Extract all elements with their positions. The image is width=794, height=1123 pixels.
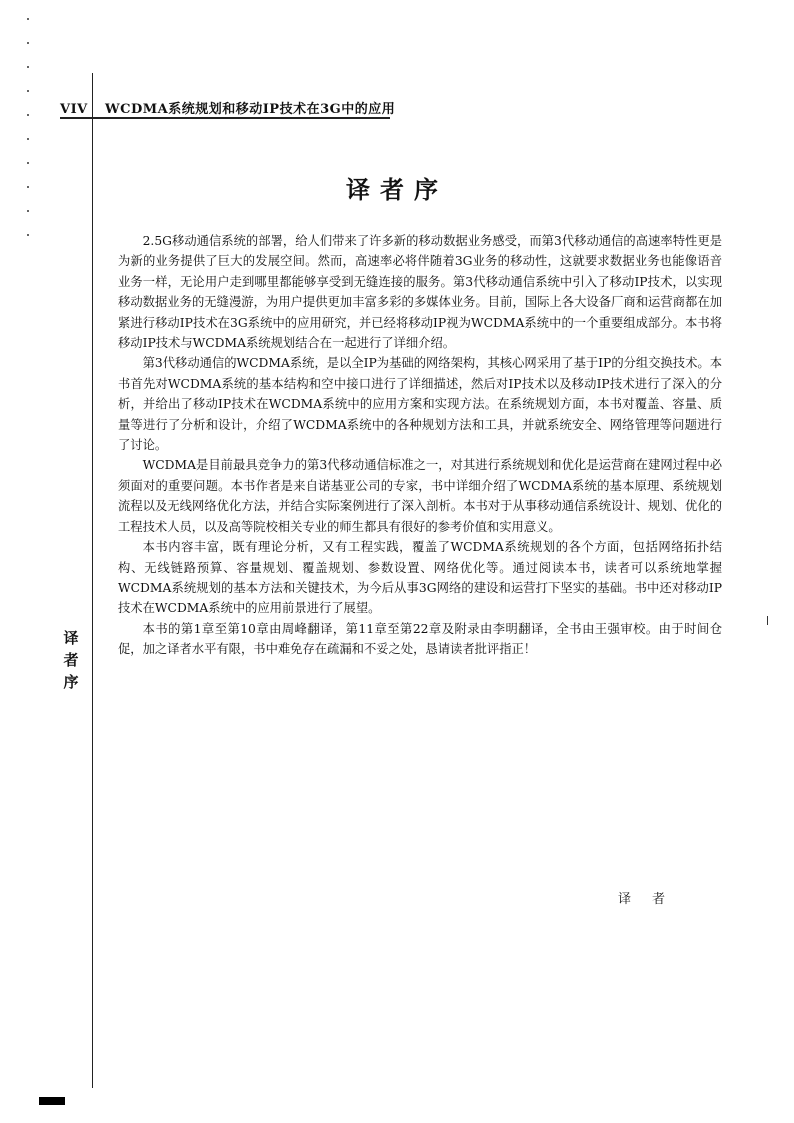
margin-dots: [27, 18, 29, 248]
page-title: 译者序: [346, 176, 448, 204]
side-thumb-tab: [60, 627, 82, 693]
preface-body: [118, 231, 722, 660]
running-header: [60, 98, 395, 117]
running-title: WCDMA系统规划和移动IP技术在3G中的应用: [105, 102, 396, 117]
signature: 译 者: [618, 892, 670, 907]
page-number: VIV: [60, 102, 88, 117]
paragraph: 2.5G移动通信系统的部署，给人们带来了许多新的移动数据业务感受，而第3代移动通信的高速率特性更是为新的业务提供了巨大的发展空间。然而，高速率必将伴随着3G业务的移动性，这就要求数据业务也能像语音业务一样，无论用户走到哪里都能够享受到无缝连接的服务。第3代移动通信系统中引入了移动IP技术，以实现移动数据业务的无缝漫游，为用户提供更加丰富多彩的多媒体业务。目前，国际上各大设备厂商和运营商都在加紧进行移动IP技术在3G系统中的应用研究，并已经将移动IP视为WCDMA系统中的一个重要组成部分。本书将移动IP技术与WCDMA系统规划结合在一起进行了详细介绍。: [118, 234, 722, 351]
header-rule: [60, 117, 390, 119]
page-edge-mark: [39, 1097, 65, 1105]
paragraph: 本书的第1章至第10章由周峰翻译，第11章至第22章及附录由李明翻译，全书由王强审校。由于时间仓促，加之译者水平有限，书中难免存在疏漏和不妥之处，恳请读者批评指正！: [118, 621, 722, 657]
margin-rule: [92, 73, 93, 1088]
side-tab-char: 序: [63, 673, 79, 691]
side-tab-char: 者: [63, 651, 79, 669]
paragraph: 本书内容丰富，既有理论分析，又有工程实践，覆盖了WCDMA系统规划的各个方面，包括网络拓扑结构、无线链路预算、容量规划、覆盖规划、参数设置、网络优化等。通过阅读本书，读者可以系统地掌握WCDMA系统规划的基本方法和关键技术，为今后从事3G网络的建设和运营打下坚实的基础。书中还对移动IP技术在WCDMA系统中的应用前景进行了展望。: [118, 540, 722, 616]
paragraph: WCDMA是目前最具竞争力的第3代移动通信标准之一，对其进行系统规划和优化是运营商在建网过程中必须面对的重要问题。本书作者是来自诺基亚公司的专家，书中详细介绍了WCDMA系统的基本原理、系统规划流程以及无线网络优化方法，并结合实际案例进行了深入剖析。本书对于从事移动通信系统设计、规划、优化的工程技术人员，以及高等院校相关专业的师生都具有很好的参考价值和实用意义。: [118, 458, 722, 534]
paragraph: 第3代移动通信的WCDMA系统，是以全IP为基础的网络架构，其核心网采用了基于IP的分组交换技术。本书首先对WCDMA系统的基本结构和空中接口进行了详细描述，然后对IP技术以及移动IP技术进行了深入的分析，并给出了移动IP技术在WCDMA系统中的应用方案和实现方法。在系统规划方面，本书对覆盖、容量、质量等进行了分析和设计，介绍了WCDMA系统中的各种规划方法和工具，并就系统安全、网络管理等问题进行了讨论。: [118, 356, 722, 453]
edge-tick: [767, 616, 768, 625]
side-tab-char: 译: [63, 629, 79, 647]
